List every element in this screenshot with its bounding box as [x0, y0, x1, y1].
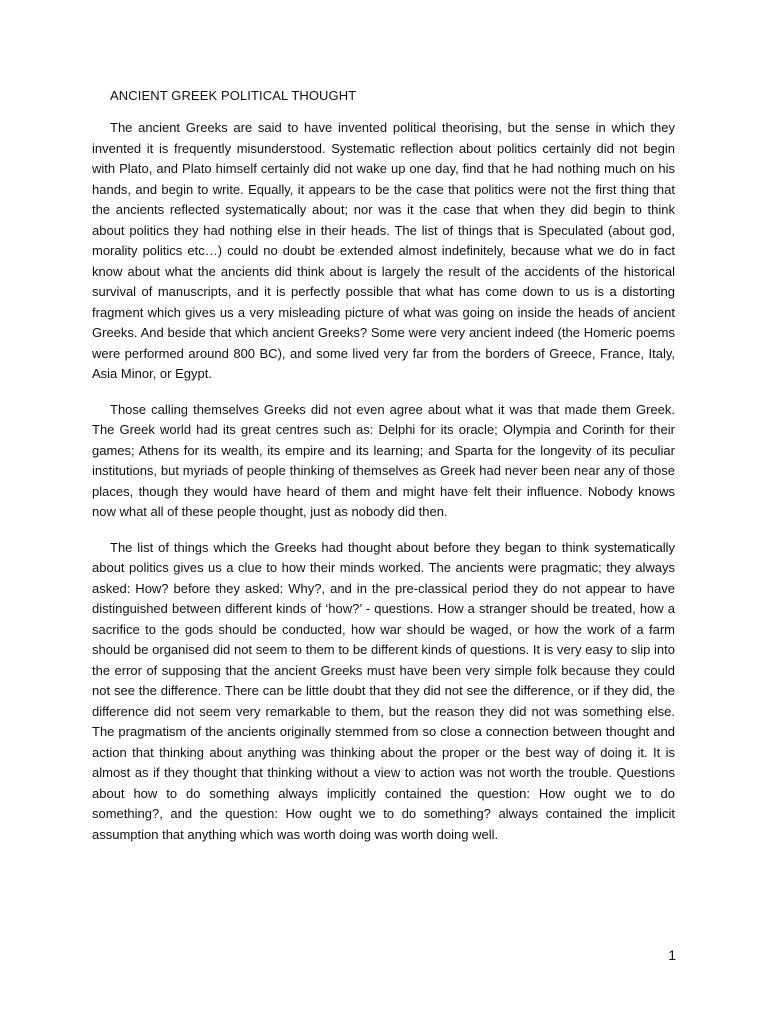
document-title: ANCIENT GREEK POLITICAL THOUGHT: [110, 88, 357, 103]
document-body: [92, 118, 675, 860]
paragraph-3: The list of things which the Greeks had thought about before they began to think systematically about politics gives us a clue to how their minds worked. The ancients were pragmatic; they always asked: How? before they asked: Why?, and in the pre-classical period they do not appear to have distinguished between different kinds of ‘how?’ - questions. How a stranger should be treated, how a sacrifice to the gods should be conducted, how war should be waged, or how the work of a farm should be organised did not seem to them to be different kinds of questions. It is very easy to slip into the error of supposing that the ancient Greeks must have been very simple folk because they could not see the difference. There can be little doubt that they did not see the difference, or if they did, the difference did not seem very remarkable to them, but the reason they did not was something else. The pragmatism of the ancients originally stemmed from so close a connection between thought and action that thinking about anything was thinking about the proper or the best way of doing it. It is almost as if they thought that thinking without a view to action was not worth the trouble. Questions about how to do something always implicitly contained the question: How ought we to do something?, and the question: How ought we to do something? always contained the implicit assumption that anything which was worth doing was worth doing well.: [92, 539, 675, 842]
page-number: 1: [668, 947, 676, 963]
paragraph-1: The ancient Greeks are said to have invented political theorising, but the sense in which they invented it is frequently misunderstood. Systematic reflection about politics certainly did not begin with Plato, and Plato himself certainly did not wake up one day, find that he had nothing much on his hands, and begin to write. Equally, it appears to be the case that politics were not the first thing that the ancients reflected systematically about; nor was it the case that when they did begin to think about politics they had nothing else in their heads. The list of things that is Speculated (about god, morality politics etc…) could no doubt be extended almost indefinitely, because what we do in fact know about what the ancients did think about is largely the result of the accidents of the historical survival of manuscripts, and it is perfectly possible that what has come down to us is a distorting fragment which gives us a very misleading picture of what was going on inside the heads of ancient Greeks. And beside that which ancient Greeks? Some were very ancient indeed (the Homeric poems were performed around 800 BC), and some lived very far from the borders of Greece, France, Italy, Asia Minor, or Egypt.: [92, 120, 675, 381]
paragraph-2: Those calling themselves Greeks did not even agree about what it was that made them Greek. The Greek world had its great centres such as: Delphi for its oracle; Olympia and Corinth for their games; Athens for its wealth, its empire and its learning; and Sparta for the longevity of its peculiar institutions, but myriads of people thinking of themselves as Greek had never been near any of those places, though they would have heard of them and might have felt their influence. Nobody knows now what all of these people thought, just as nobody did then.: [92, 401, 675, 519]
